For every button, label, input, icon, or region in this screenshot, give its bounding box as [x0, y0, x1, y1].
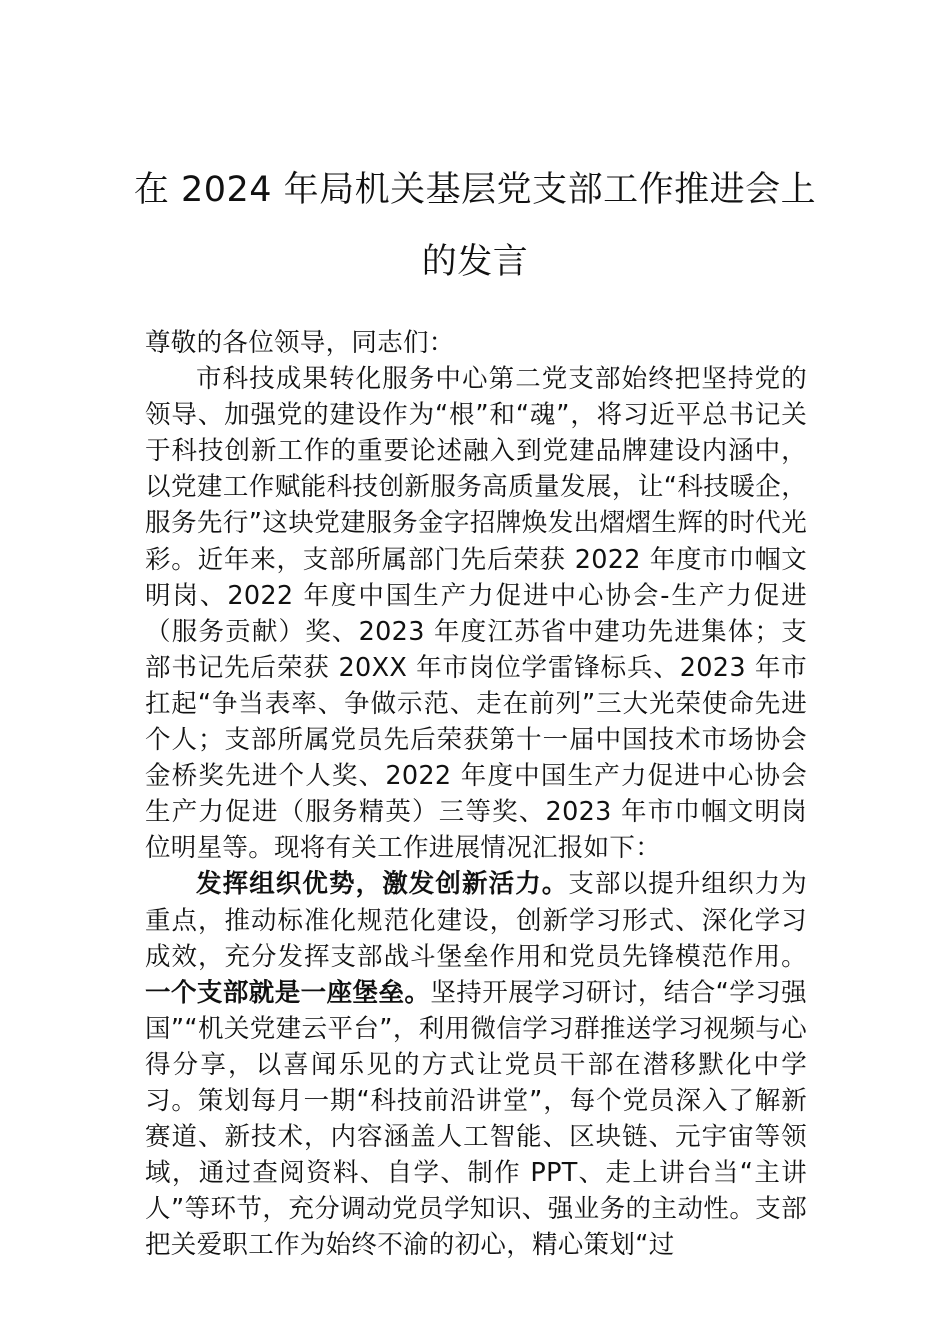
paragraph-3-heading: 一个支部就是一座堡垒。	[145, 977, 431, 1008]
document-title	[120, 154, 830, 298]
document-body	[145, 325, 807, 1263]
paragraph-3-text: 坚持开展学习研讨，结合“学习强国”“机关党建云平台”，利用微信学习群推送学习视频与心得分享，以喜闻乐见的方式让党员干部在潜移默化中学习。策划每月一期“科技前沿讲堂”，每个党员深入了解新赛道、新技术，内容涵盖人工智能、区块链、元宇宙等领域，通过查阅资料、自学、制作 PPT、走上讲台当“主讲人”等环节，充分调动党员学知识、强业务的主动性。支部把关爱职工作为始终不渝的初心，精心策划“过	[145, 977, 807, 1261]
paragraph-2-heading: 发挥组织优势，激发创新活力。	[196, 869, 569, 900]
salutation: 尊敬的各位领导，同志们：	[145, 328, 455, 358]
title-line-2: 的发言	[421, 242, 529, 282]
title-line-1: 在 2024 年局机关基层党支部工作推进会上	[133, 170, 817, 210]
paragraph-2-text: 支部以提升组织力为重点，推动标准化规范化建设，创新学习形式、深化学习成效，充分发挥支部战斗堡垒作用和党员先锋模范作用。	[145, 869, 808, 972]
paragraph-2	[145, 866, 807, 1263]
paragraph-1: 市科技成果转化服务中心第二党支部始终把坚持党的领导、加强党的建设作为“根”和“魂”，将习近平总书记关于科技创新工作的重要论述融入到党建品牌建设内涵中，以党建工作赋能科技创新服务高质量发展，让“科技暖企，服务先行”这块党建服务金字招牌焕发出熠熠生辉的时代光彩。近年来，支部所属部门先后荣获 2022 年度市巾帼文明岗、2022 年度中国生产力促进中心协会-生产力促进（服务贡献）奖、2023 年度江苏省中建功先进集体；支部书记先后荣获 20XX 年市岗位学雷锋标兵、2023 年市扛起“争当表率、争做示范、走在前列”三大光荣使命先进个人；支部所属党员先后荣获第十一届中国技术市场协会金桥奖先进个人奖、2022 年度中国生产力促进中心协会生产力促进（服务精英）三等奖、2023 年市巾帼文明岗位明星等。现将有关工作进展情况汇报如下：	[145, 364, 807, 864]
